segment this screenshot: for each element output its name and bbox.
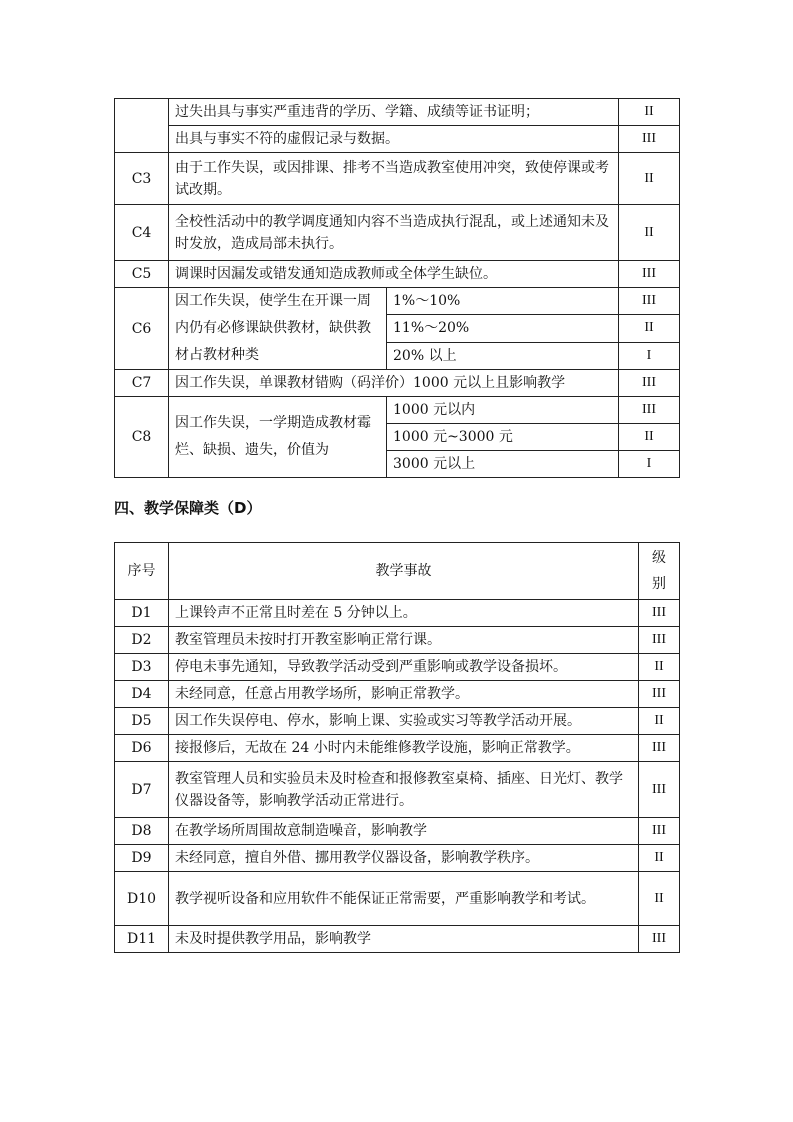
incident-code: D8 [115, 818, 169, 845]
incident-text: 出具与事实不符的虚假记录与数据。 [169, 126, 619, 153]
incident-code: C5 [115, 261, 169, 288]
incident-text: 由于工作失误，或因排课、排考不当造成教室使用冲突，致使停课或考试改期。 [169, 153, 619, 205]
incident-text: 接报修后，无故在 24 小时内未能维修教学设施，影响正常教学。 [169, 735, 639, 762]
table-row [115, 735, 680, 762]
table-row [115, 845, 680, 872]
incident-level: II [619, 315, 680, 342]
incident-code: D3 [115, 654, 169, 681]
header-incident: 教学事故 [169, 543, 639, 600]
incident-text: 未经同意，擅自外借、挪用教学仪器设备，影响教学秩序。 [169, 845, 639, 872]
table-header-row [115, 543, 680, 600]
table-row [115, 654, 680, 681]
table-row [115, 708, 680, 735]
incident-text: 因工作失误，单课教材错购（码洋价）1000 元以上且影响教学 [169, 370, 619, 397]
incident-text: 过失出具与事实严重违背的学历、学籍、成绩等证书证明； [169, 99, 619, 126]
incident-level: III [619, 370, 680, 397]
incident-level: III [639, 735, 680, 762]
incident-code: D2 [115, 627, 169, 654]
incident-code: C4 [115, 205, 169, 261]
table-row [115, 762, 680, 818]
incident-text: 调课时因漏发或错发通知造成教师或全体学生缺位。 [169, 261, 619, 288]
table-row [115, 153, 680, 205]
incident-level: III [619, 288, 680, 315]
table-row [115, 288, 680, 315]
incident-level: II [619, 99, 680, 126]
range-text: 20% 以上 [387, 342, 619, 369]
table-row [115, 818, 680, 845]
incident-level: III [639, 762, 680, 818]
table-row [115, 600, 680, 627]
incident-text: 未经同意，任意占用教学场所，影响正常教学。 [169, 681, 639, 708]
header-level-line1: 级 [652, 550, 666, 566]
incident-text: 在教学场所周围故意制造噪音，影响教学 [169, 818, 639, 845]
table-row [115, 397, 680, 424]
incident-level: II [639, 872, 680, 926]
incident-code: C8 [115, 397, 169, 478]
incident-level: III [639, 681, 680, 708]
table-row [115, 205, 680, 261]
incident-text: 教学视听设备和应用软件不能保证正常需要，严重影响教学和考试。 [169, 872, 639, 926]
table-row [115, 681, 680, 708]
range-text: 11%～20% [387, 315, 619, 342]
incident-level: II [619, 424, 680, 451]
incident-text: 全校性活动中的教学调度通知内容不当造成执行混乱，或上述通知未及时发放，造成局部未执行。 [169, 205, 619, 261]
incident-text: 教室管理人员和实验员未及时检查和报修教室桌椅、插座、日光灯、教学仪器设备等，影响教学活动正常进行。 [169, 762, 639, 818]
incident-code: D11 [115, 926, 169, 953]
incident-code: D9 [115, 845, 169, 872]
incident-level: III [639, 818, 680, 845]
incident-text: 停电未事先通知，导致教学活动受到严重影响或教学设备损坏。 [169, 654, 639, 681]
incident-text: 因工作失误停电、停水，影响上课、实验或实习等教学活动开展。 [169, 708, 639, 735]
table-row [115, 370, 680, 397]
table-row [115, 926, 680, 953]
header-level [639, 543, 680, 600]
table-row [115, 126, 680, 153]
incident-level: III [639, 627, 680, 654]
incident-level: III [639, 600, 680, 627]
incident-text: 未及时提供教学用品，影响教学 [169, 926, 639, 953]
header-level-line2: 别 [652, 576, 666, 592]
incident-level: III [639, 926, 680, 953]
range-text: 1%～10% [387, 288, 619, 315]
incident-level: III [619, 126, 680, 153]
incident-level: II [639, 708, 680, 735]
incident-level: II [619, 153, 680, 205]
incident-text: 教室管理员未按时打开教室影响正常行课。 [169, 627, 639, 654]
header-no: 序号 [115, 543, 169, 600]
incident-level: II [619, 205, 680, 261]
incident-level: III [619, 397, 680, 424]
incident-text: 因工作失误，一学期造成教材霉烂、缺损、遗失，价值为 [169, 397, 387, 478]
incident-code: C3 [115, 153, 169, 205]
incident-text: 因工作失误，使学生在开课一周内仍有必修课缺供教材，缺供教材占教材种类 [169, 288, 387, 370]
table-row [115, 99, 680, 126]
incident-code: C7 [115, 370, 169, 397]
table-row [115, 872, 680, 926]
incident-code: C6 [115, 288, 169, 370]
table-row [115, 627, 680, 654]
incident-code: D6 [115, 735, 169, 762]
incident-code: D1 [115, 600, 169, 627]
incident-table-d [114, 542, 680, 953]
range-text: 1000 元~3000 元 [387, 424, 619, 451]
row-code-empty [115, 99, 169, 153]
incident-code: D4 [115, 681, 169, 708]
incident-code: D5 [115, 708, 169, 735]
section-title: 四、教学保障类（D） [114, 499, 262, 517]
table-row [115, 261, 680, 288]
incident-table-c [114, 98, 680, 478]
incident-level: I [619, 451, 680, 478]
incident-level: II [639, 845, 680, 872]
incident-level: I [619, 342, 680, 369]
incident-code: D7 [115, 762, 169, 818]
range-text: 1000 元以内 [387, 397, 619, 424]
range-text: 3000 元以上 [387, 451, 619, 478]
incident-text: 上课铃声不正常且时差在 5 分钟以上。 [169, 600, 639, 627]
incident-level: II [639, 654, 680, 681]
incident-code: D10 [115, 872, 169, 926]
incident-level: III [619, 261, 680, 288]
